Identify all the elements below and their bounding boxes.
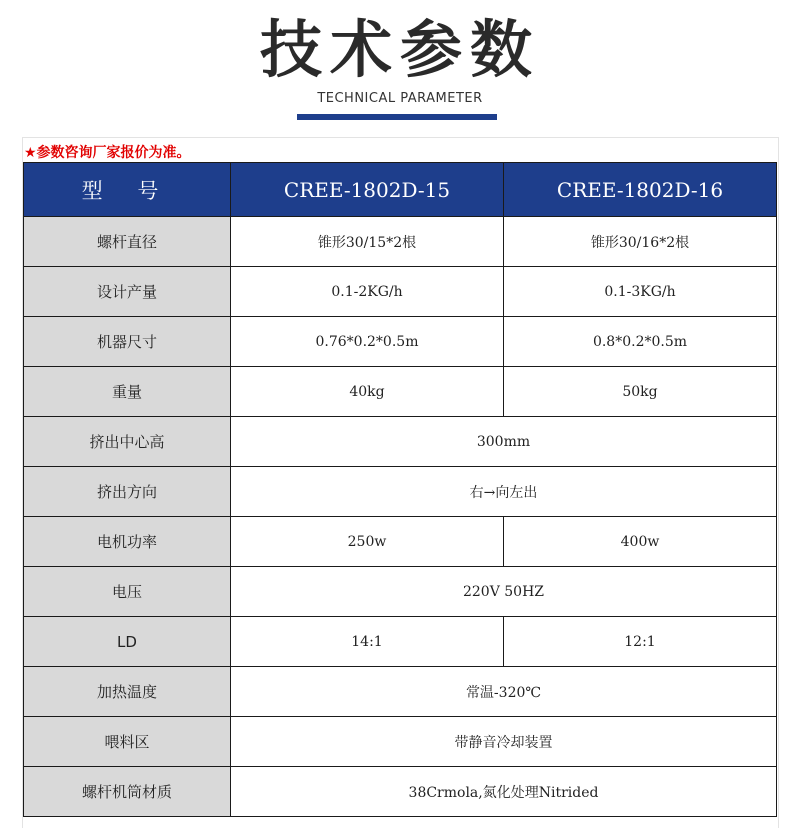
row-label: 重量 bbox=[24, 367, 231, 417]
table-row bbox=[24, 567, 777, 617]
table-row bbox=[24, 367, 777, 417]
value-cell: 0.1-3KG/h bbox=[504, 267, 777, 317]
table-row bbox=[24, 667, 777, 717]
table-row bbox=[24, 717, 777, 767]
header-label-cell: 型 号 bbox=[24, 163, 231, 217]
row-label: 挤出中心高 bbox=[24, 417, 231, 467]
table-row bbox=[24, 467, 777, 517]
value-cell: 锥形30/16*2根 bbox=[504, 217, 777, 267]
page-subtitle: TECHNICAL PARAMETER bbox=[317, 91, 483, 106]
title-underline-bar bbox=[297, 114, 497, 120]
value-cell: 0.8*0.2*0.5m bbox=[504, 317, 777, 367]
table-row bbox=[24, 767, 777, 817]
table-row bbox=[24, 517, 777, 567]
merged-value-cell: 220V 50HZ bbox=[231, 567, 777, 617]
value-cell: 0.1-2KG/h bbox=[231, 267, 504, 317]
price-note: ★参数咨询厂家报价为准。 bbox=[24, 145, 191, 161]
value-cell: 400w bbox=[504, 517, 777, 567]
merged-value-cell: 300mm bbox=[231, 417, 777, 467]
table-row bbox=[24, 417, 777, 467]
row-label: 螺杆机筒材质 bbox=[24, 767, 231, 817]
merged-value-cell: 常温-320℃ bbox=[231, 667, 777, 717]
row-label: 挤出方向 bbox=[24, 467, 231, 517]
header-model-cell: CREE-1802D-15 bbox=[231, 163, 504, 217]
value-cell: 250w bbox=[231, 517, 504, 567]
row-label: 电机功率 bbox=[24, 517, 231, 567]
page-header bbox=[0, 0, 800, 130]
row-label: 螺杆直径 bbox=[24, 217, 231, 267]
value-cell: 12:1 bbox=[504, 617, 777, 667]
value-cell: 0.76*0.2*0.5m bbox=[231, 317, 504, 367]
spec-table bbox=[23, 162, 777, 817]
table-header-row bbox=[24, 163, 777, 217]
row-label: 设计产量 bbox=[24, 267, 231, 317]
value-cell: 锥形30/15*2根 bbox=[231, 217, 504, 267]
table-row bbox=[24, 617, 777, 667]
merged-value-cell: 38Crmola,氮化处理Nitrided bbox=[231, 767, 777, 817]
page-title: 技术参数 bbox=[259, 13, 540, 86]
value-cell: 40kg bbox=[231, 367, 504, 417]
row-label: 机器尺寸 bbox=[24, 317, 231, 367]
table-row bbox=[24, 217, 777, 267]
table-row bbox=[24, 317, 777, 367]
merged-value-cell: 右→向左出 bbox=[231, 467, 777, 517]
row-label: 喂料区 bbox=[24, 717, 231, 767]
row-label: 电压 bbox=[24, 567, 231, 617]
header-model-cell: CREE-1802D-16 bbox=[504, 163, 777, 217]
value-cell: 50kg bbox=[504, 367, 777, 417]
value-cell: 14:1 bbox=[231, 617, 504, 667]
row-label: LD bbox=[24, 617, 231, 667]
table-row bbox=[24, 267, 777, 317]
row-label: 加热温度 bbox=[24, 667, 231, 717]
merged-value-cell: 带静音冷却装置 bbox=[231, 717, 777, 767]
